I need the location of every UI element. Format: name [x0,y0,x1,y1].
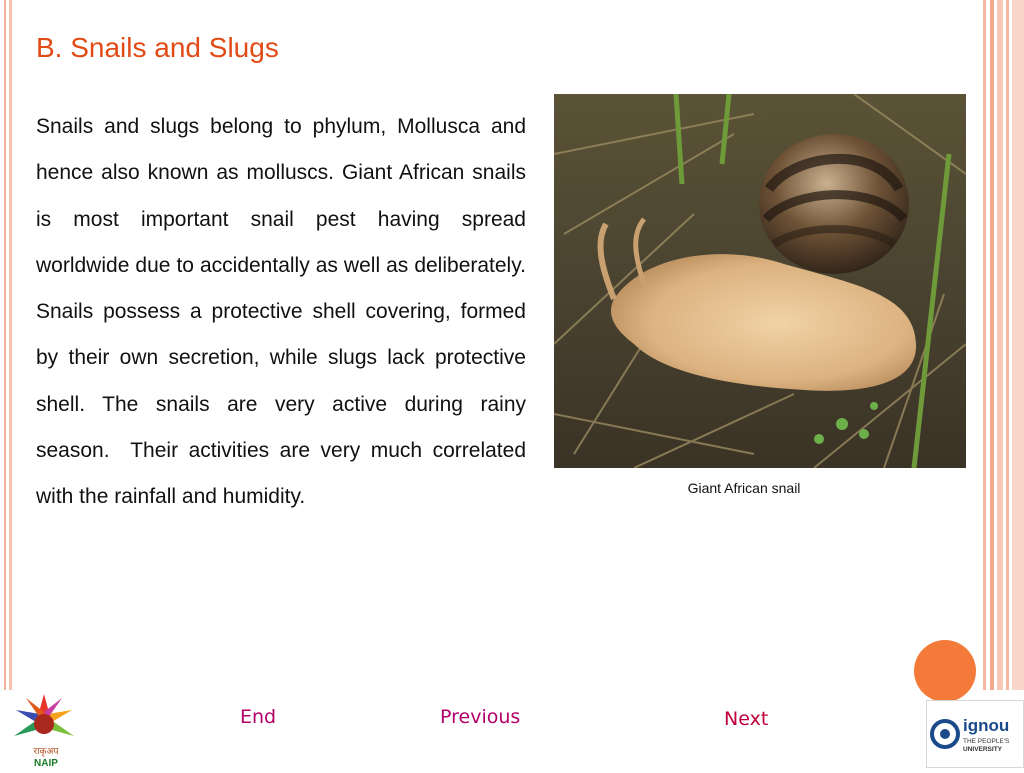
naip-logo [0,690,92,768]
ignou-brand: ignou [963,716,1010,735]
end-link[interactable]: End [240,706,277,728]
slide-body-text: Snails and slugs belong to phylum, Mollusca and hence also known as molluscs. Giant African snails is most important snail pest having spread worldwide due to accidentally as well as deliberately. Snails possess a protective shell covering, formed by their own secretion, while slugs lack protective shell. The snails are very active during rainy season. Their activities are very much correlated with the rainfall and humidity. [36,115,526,509]
previous-link[interactable]: Previous [440,706,521,728]
image-caption: Giant African snail [687,480,801,496]
right-border-stripes [976,0,1024,690]
ignou-tagline-line1: THE PEOPLE'S [963,738,1010,745]
naip-logo-subtext: राकृअप [33,747,59,757]
left-border-stripe [4,0,6,690]
left-border-stripe-inner [9,0,12,690]
slide-title: B. Snails and Slugs [36,32,279,63]
ignou-tagline-line2: UNIVERSITY [963,746,1003,753]
next-link[interactable]: Next [724,708,769,730]
orange-circle-decoration [914,640,976,702]
naip-logo-text: NAIP [34,758,58,768]
snail-photo [554,94,966,468]
ignou-logo [926,700,1024,768]
